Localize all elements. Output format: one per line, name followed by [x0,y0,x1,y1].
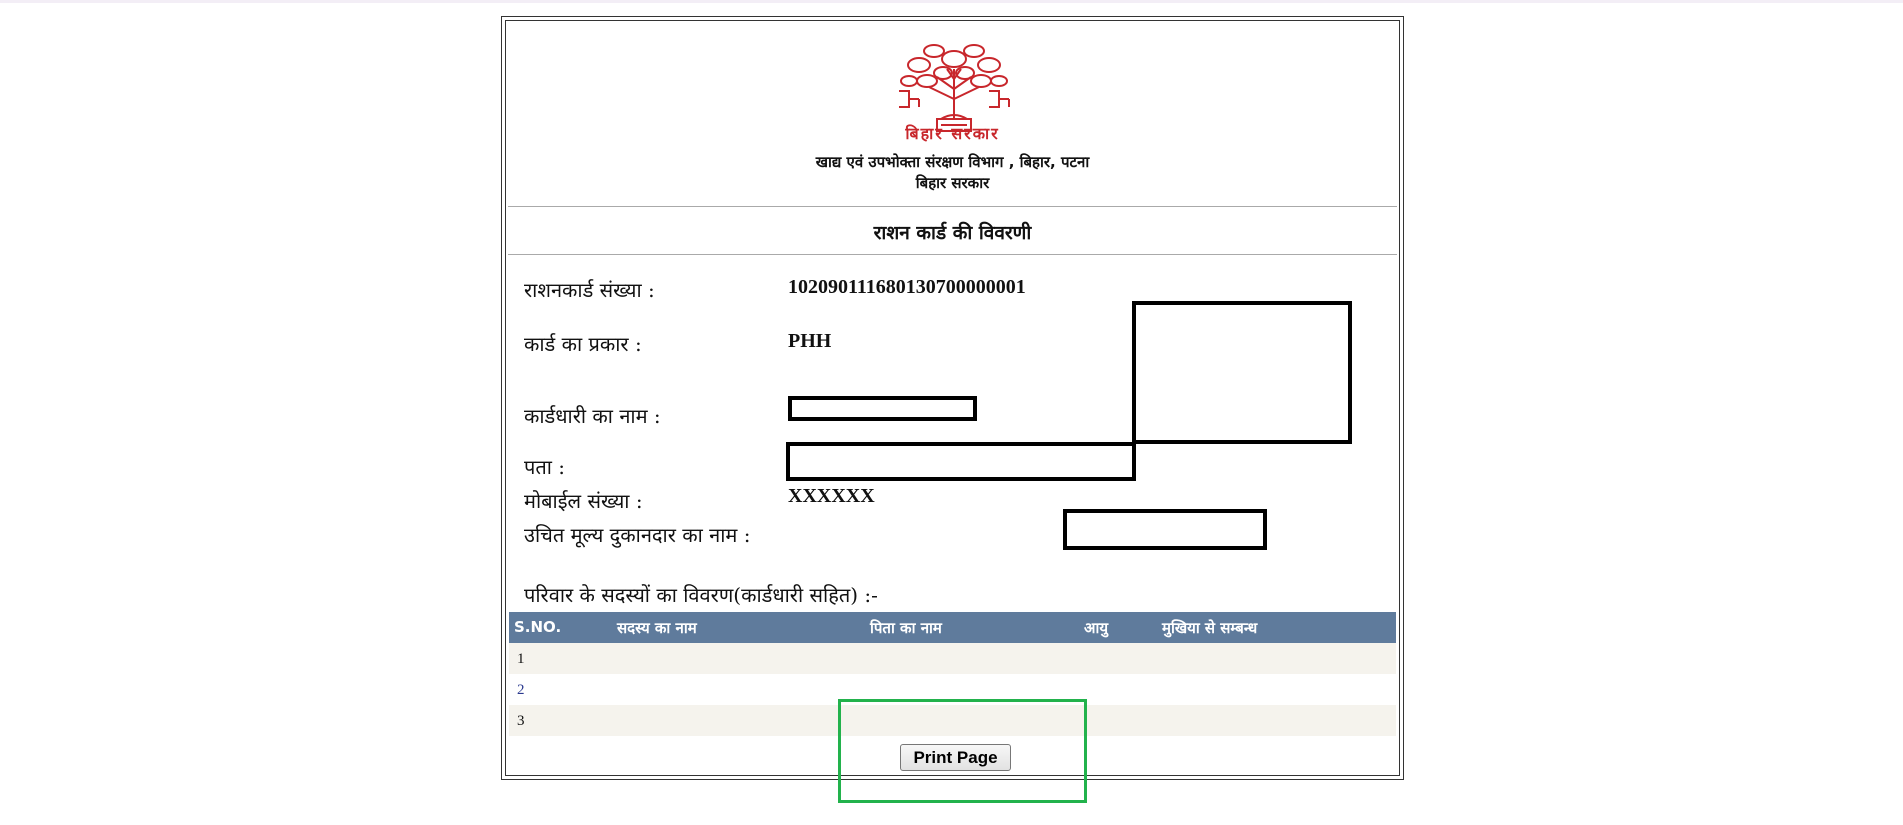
address-label: पता : [524,455,566,479]
top-border [0,0,1903,3]
redacted-dealer-name [1063,509,1267,550]
department-name: खाद्य एवं उपभोक्ता संरक्षण विभाग , बिहार, पटना [815,153,1090,171]
row-sno: 1 [517,651,525,667]
card-type-label: कार्ड का प्रकार : [524,332,642,356]
ration-card-number-label: राशनकार्ड संख्या : [524,278,655,302]
fair-price-dealer-label: उचित मूल्य दुकानदार का नाम : [524,523,751,547]
column-header-relation: मुखिया से सम्बन्ध [1162,619,1258,637]
row-sno: 3 [517,713,525,729]
emblem-caption: बिहार सरकार [905,124,1000,143]
column-header-age: आयु [1084,619,1109,637]
column-header-member-name: सदस्य का नाम [617,619,697,637]
column-header-father-name: पिता का नाम [870,619,942,637]
redacted-photo [1132,301,1352,444]
redacted-holder-name [788,396,977,421]
divider [508,254,1397,255]
divider [508,206,1397,207]
mobile-number-label: मोबाईल संख्या : [524,489,643,513]
ration-card-panel [501,16,1404,780]
card-holder-name-label: कार्डधारी का नाम : [524,404,661,428]
column-header-sno: S.NO. [514,618,562,636]
highlight-box [838,699,1087,803]
ration-card-number-value: 10209011168013070000000​1 [788,276,1026,298]
members-table-header [509,612,1396,643]
family-members-heading: परिवार के सदस्यों का विवरण(कार्डधारी सहित) :- [524,583,878,607]
ration-card-inner [505,20,1400,776]
mobile-number-value: XXXXXX [788,485,875,507]
government-name: बिहार सरकार [915,174,990,192]
section-title: राशन कार्ड की विवरणी [873,222,1032,244]
redacted-address [786,442,1136,481]
print-page-button[interactable]: Print Page [900,744,1011,771]
table-row [509,643,1396,674]
row-sno: 2 [517,682,525,698]
card-type-value: PHH [788,330,832,352]
